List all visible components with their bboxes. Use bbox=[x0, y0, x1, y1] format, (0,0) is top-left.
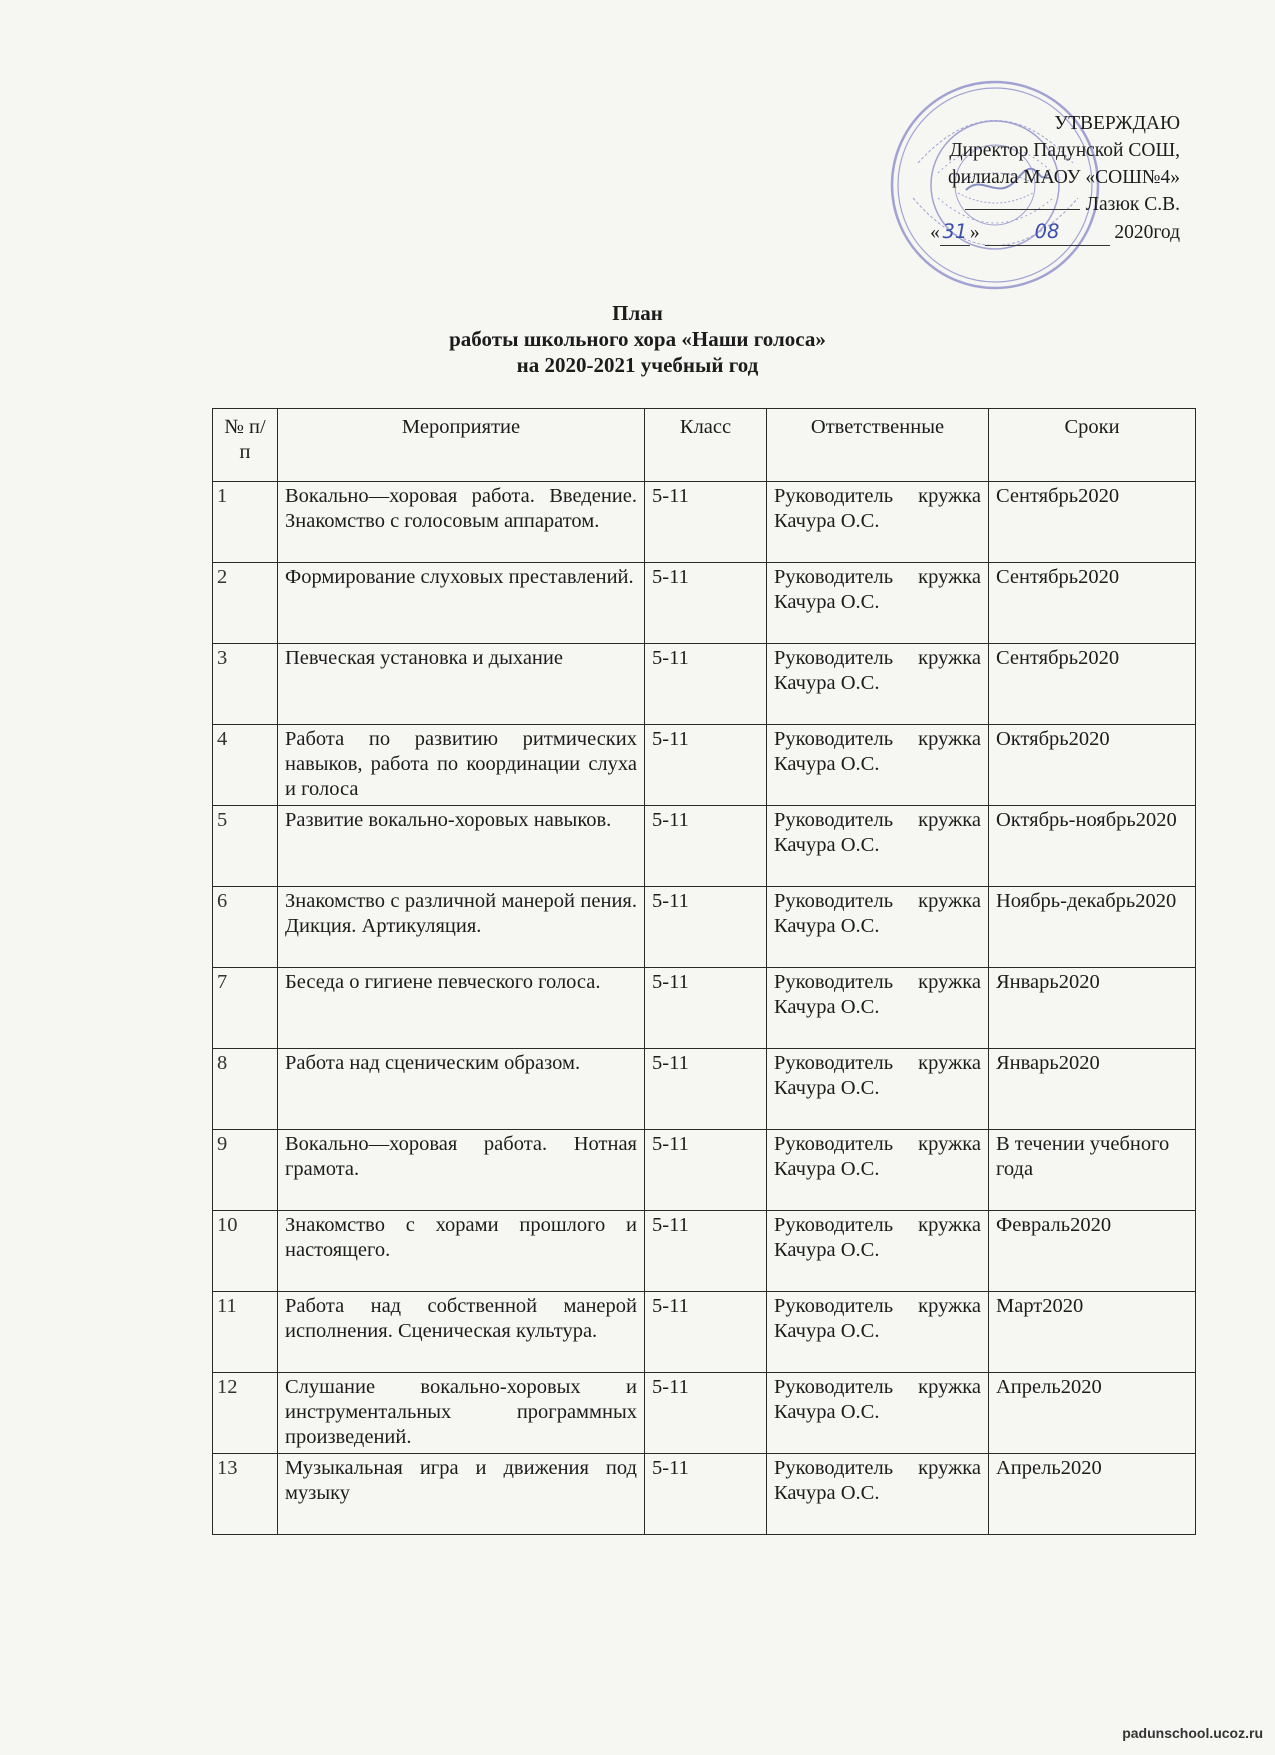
approval-block bbox=[860, 110, 1180, 246]
row-class: 5-11 bbox=[645, 806, 767, 887]
row-responsible: Руководитель кружка Качура О.С. bbox=[767, 1211, 989, 1292]
header-responsible: Ответственные bbox=[767, 409, 989, 482]
row-number: 3 bbox=[213, 644, 278, 725]
row-event: Беседа о гигиене певческого голоса. bbox=[278, 968, 645, 1049]
row-event: Знакомство с различной манерой пения. Дикция. Артикуляция. bbox=[278, 887, 645, 968]
row-responsible: Руководитель кружка Качура О.С. bbox=[767, 1049, 989, 1130]
table-row bbox=[213, 1049, 1196, 1130]
row-number: 7 bbox=[213, 968, 278, 1049]
row-class: 5-11 bbox=[645, 563, 767, 644]
title-line-3: на 2020-2021 учебный год bbox=[516, 353, 759, 377]
table-body bbox=[213, 482, 1196, 1535]
plan-table bbox=[212, 408, 1196, 1535]
row-number: 9 bbox=[213, 1130, 278, 1211]
row-term: Март2020 bbox=[989, 1292, 1196, 1373]
table-row bbox=[213, 482, 1196, 563]
table-row bbox=[213, 1454, 1196, 1535]
row-number: 1 bbox=[213, 482, 278, 563]
row-event: Работа по развитию ритмических навыков, работа по координации слуха и голоса bbox=[278, 725, 645, 806]
date-quote-close: » bbox=[969, 222, 980, 243]
row-term: Февраль2020 bbox=[989, 1211, 1196, 1292]
row-event: Слушание вокально-хоровых и инструментальных программных произведений. bbox=[278, 1373, 645, 1454]
row-number: 12 bbox=[213, 1373, 278, 1454]
table-row bbox=[213, 968, 1196, 1049]
row-responsible: Руководитель кружка Качура О.С. bbox=[767, 1292, 989, 1373]
row-number: 10 bbox=[213, 1211, 278, 1292]
date-year: 2020год bbox=[1114, 222, 1180, 243]
row-responsible: Руководитель кружка Качура О.С. bbox=[767, 1454, 989, 1535]
document-title bbox=[0, 300, 1275, 378]
row-class: 5-11 bbox=[645, 887, 767, 968]
table-row bbox=[213, 806, 1196, 887]
row-number: 6 bbox=[213, 887, 278, 968]
row-responsible: Руководитель кружка Качура О.С. bbox=[767, 1130, 989, 1211]
row-responsible: Руководитель кружка Качура О.С. bbox=[767, 482, 989, 563]
table-row bbox=[213, 887, 1196, 968]
row-number: 13 bbox=[213, 1454, 278, 1535]
row-event: Работа над сценическим образом. bbox=[278, 1049, 645, 1130]
date-month: 08 bbox=[985, 218, 1110, 246]
row-class: 5-11 bbox=[645, 725, 767, 806]
row-number: 5 bbox=[213, 806, 278, 887]
row-number: 2 bbox=[213, 563, 278, 644]
row-class: 5-11 bbox=[645, 968, 767, 1049]
row-responsible: Руководитель кружка Качура О.С. bbox=[767, 806, 989, 887]
row-class: 5-11 bbox=[645, 1211, 767, 1292]
row-class: 5-11 bbox=[645, 1454, 767, 1535]
row-term: Ноябрь-декабрь2020 bbox=[989, 887, 1196, 968]
row-responsible: Руководитель кружка Качура О.С. bbox=[767, 887, 989, 968]
row-term: Октябрь2020 bbox=[989, 725, 1196, 806]
row-event: Вокально—хоровая работа. Нотная грамота. bbox=[278, 1130, 645, 1211]
row-term: Январь2020 bbox=[989, 1049, 1196, 1130]
row-event: Знакомство с хорами прошлого и настоящего. bbox=[278, 1211, 645, 1292]
row-number: 4 bbox=[213, 725, 278, 806]
row-responsible: Руководитель кружка Качура О.С. bbox=[767, 563, 989, 644]
table-row bbox=[213, 1211, 1196, 1292]
row-class: 5-11 bbox=[645, 644, 767, 725]
row-class: 5-11 bbox=[645, 1292, 767, 1373]
site-watermark: padunschool.ucoz.ru bbox=[1122, 1725, 1263, 1741]
approval-signature-name bbox=[860, 191, 1180, 218]
table-row bbox=[213, 1373, 1196, 1454]
approval-position: Директор Падунской СОШ, bbox=[949, 140, 1180, 161]
approval-date bbox=[860, 218, 1180, 246]
row-class: 5-11 bbox=[645, 1373, 767, 1454]
row-event: Работа над собственной манерой исполнения. Сценическая культура. bbox=[278, 1292, 645, 1373]
row-term: Октябрь-ноябрь2020 bbox=[989, 806, 1196, 887]
date-quote-open: « bbox=[930, 222, 940, 243]
row-event: Музыкальная игра и движения под музыку bbox=[278, 1454, 645, 1535]
director-name: Лазюк С.В. bbox=[1085, 194, 1180, 215]
row-term: Сентябрь2020 bbox=[989, 563, 1196, 644]
table-header-row bbox=[213, 409, 1196, 482]
table-row bbox=[213, 725, 1196, 806]
title-line-2: работы школьного хора «Наши голоса» bbox=[449, 327, 826, 351]
header-term: Сроки bbox=[989, 409, 1196, 482]
row-responsible: Руководитель кружка Качура О.С. bbox=[767, 725, 989, 806]
approval-heading: УТВЕРЖДАЮ bbox=[1054, 113, 1180, 134]
approval-organization: филиала МАОУ «СОШ№4» bbox=[947, 167, 1180, 188]
table-row bbox=[213, 1292, 1196, 1373]
row-term: Январь2020 bbox=[989, 968, 1196, 1049]
row-event: Развитие вокально-хоровых навыков. bbox=[278, 806, 645, 887]
row-responsible: Руководитель кружка Качура О.С. bbox=[767, 1373, 989, 1454]
row-event: Формирование слуховых преставлений. bbox=[278, 563, 645, 644]
row-class: 5-11 bbox=[645, 482, 767, 563]
table-row bbox=[213, 644, 1196, 725]
date-day: 31 bbox=[940, 218, 970, 246]
row-class: 5-11 bbox=[645, 1049, 767, 1130]
row-term: Сентябрь2020 bbox=[989, 482, 1196, 563]
row-term: Сентябрь2020 bbox=[989, 644, 1196, 725]
header-class: Класс bbox=[645, 409, 767, 482]
header-event: Мероприятие bbox=[278, 409, 645, 482]
header-number: № п/п bbox=[213, 409, 278, 482]
row-event: Певческая установка и дыхание bbox=[278, 644, 645, 725]
row-term: В течении учебного года bbox=[989, 1130, 1196, 1211]
table-row bbox=[213, 563, 1196, 644]
row-class: 5-11 bbox=[645, 1130, 767, 1211]
row-responsible: Руководитель кружка Качура О.С. bbox=[767, 968, 989, 1049]
row-number: 8 bbox=[213, 1049, 278, 1130]
row-event: Вокально—хоровая работа. Введение. Знакомство с голосовым аппаратом. bbox=[278, 482, 645, 563]
row-term: Апрель2020 bbox=[989, 1454, 1196, 1535]
row-term: Апрель2020 bbox=[989, 1373, 1196, 1454]
row-number: 11 bbox=[213, 1292, 278, 1373]
table-row bbox=[213, 1130, 1196, 1211]
row-responsible: Руководитель кружка Качура О.С. bbox=[767, 644, 989, 725]
title-line-1: План bbox=[612, 301, 663, 325]
